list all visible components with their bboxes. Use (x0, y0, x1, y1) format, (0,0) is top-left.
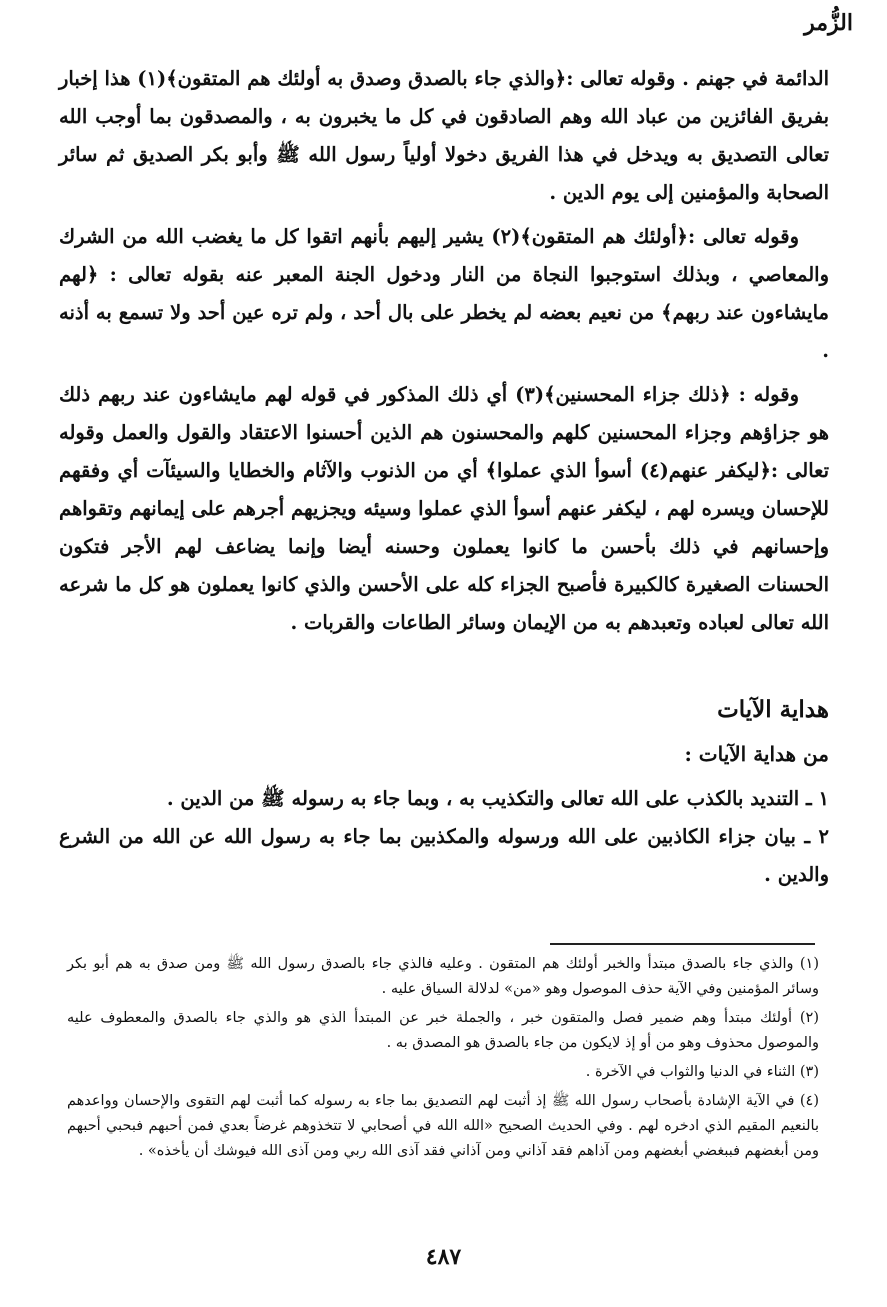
guidance-subheading: من هداية الآيات : (684, 742, 829, 766)
guidance-points (59, 780, 829, 894)
footnote-4: (٤) في الآية الإشادة بأصحاب رسول الله ﷺ إذ أثبت لهم التصديق بما جاء به رسوله كما أثبت لهم التقوى والإحسان وواعدهم بالنعيم المقيم الذي ادخره لهم . وفي الحديث الصحيح «الله الله في أصحابي لا تتخذوهم غرضاً بعدي فمن أحبهم فبحبي أحبهم ومن أبغضهم فببغضي أبغضهم ومن آذاهم فقد آذاني ومن آذاني فقد آذى الله ربي ومن آذى الله فيوشك أن يأخذه» . (67, 1093, 819, 1159)
surah-title: الزُّمر (804, 10, 853, 36)
main-text (59, 60, 829, 648)
paragraph-1: الدائمة في جهنم . وقوله تعالى :﴿والذي جاء بالصدق وصدق به أولئك هم المتقون﴾(١) هذا إخبار بفريق الفائزين من عباد الله وهم الصادقون في كل ما يخبرون به ، والمصدقون بما أوجب الله تعالى التصديق به ويدخل في هذا الفريق دخولا أولياً رسول الله ﷺ وأبو بكر الصديق ثم سائر الصحابة والمؤمنين إلى يوم الدين . (59, 67, 829, 204)
guidance-point-1: ١ ـ التنديد بالكذب على الله تعالى والتكذيب به ، وبما جاء به رسوله ﷺ من الدين . (166, 787, 829, 810)
guidance-point-2: ٢ ـ بيان جزاء الكاذبين على الله ورسوله والمكذبين بما جاء به رسول الله عن الله من الشرع والدين . (59, 825, 829, 886)
paragraph-2: وقوله تعالى :﴿أولئك هم المتقون﴾(٢) يشير إليهم بأنهم اتقوا كل ما يغضب الله من الشرك والمعاصي ، وبذلك استوجبوا النجاة من النار ودخول الجنة المعبر عنه بقوله تعالى : ﴿لهم مايشاءون عند ربهم﴾ من نعيم بعضه لم يخطر على بال أحد ، ولم تره عين أحد ولا تسمع به أذنه . (59, 225, 829, 362)
footnotes (67, 952, 819, 1168)
footnote-1: (١) والذي جاء بالصدق مبتدأ والخبر أولئك هم المتقون . وعليه فالذي جاء بالصدق رسول الله ﷺ ومن صدق به هم أبو بكر وسائر المؤمنين وفي الآية حذف الموصول وهو «من» لدلالة السياق عليه . (67, 956, 819, 997)
paragraph-3: وقوله : ﴿ذلك جزاء المحسنين﴾(٣) أي ذلك المذكور في قوله لهم مايشاءون عند ربهم ذلك هو جزاؤهم وجزاء المحسنين كلهم والمحسنون هم الذين أحسنوا الاعتقاد والقول والعمل وقوله تعالى :﴿ليكفر عنهم(٤) أسوأ الذي عملوا﴾ أي من الذنوب والآثام والخطايا والسيئآت أي وفقهم للإحسان ويسره لهم ، ليكفر عنهم أسوأ الذي عملوا وسيئه ويجزيهم أجرهم على إيمانهم وتقواهم وإحسانهم في ذلك بأحسن ما كانوا يعملون وحسنه أيضا وإنما يضاعف لهم الأجر فتكون الحسنات الصغيرة كالكبيرة فأصبح الجزاء كله على الأحسن والذي كانوا يعملون هو كل ما شرعه الله تعالى لعباده وتعبدهم به من الإيمان وسائر الطاعات والقربات . (59, 383, 829, 634)
footnote-2: (٢) أولئك مبتدأ وهم ضمير فصل والمتقون خبر ، والجملة خبر عن المبتدأ الذي هو والذي جاء بالصدق والمعطوف عليه والموصول محذوف وهو من أو إذ لايكون من جاء بالصدق هو المصدق به . (67, 1010, 819, 1051)
page-number: ٤٨٧ (425, 1244, 462, 1270)
footnote-3: (٣) الثناء في الدنيا والثواب في الآخرة . (585, 1064, 819, 1080)
guidance-heading: هداية الآيات (717, 696, 829, 723)
footnote-divider (550, 943, 815, 945)
